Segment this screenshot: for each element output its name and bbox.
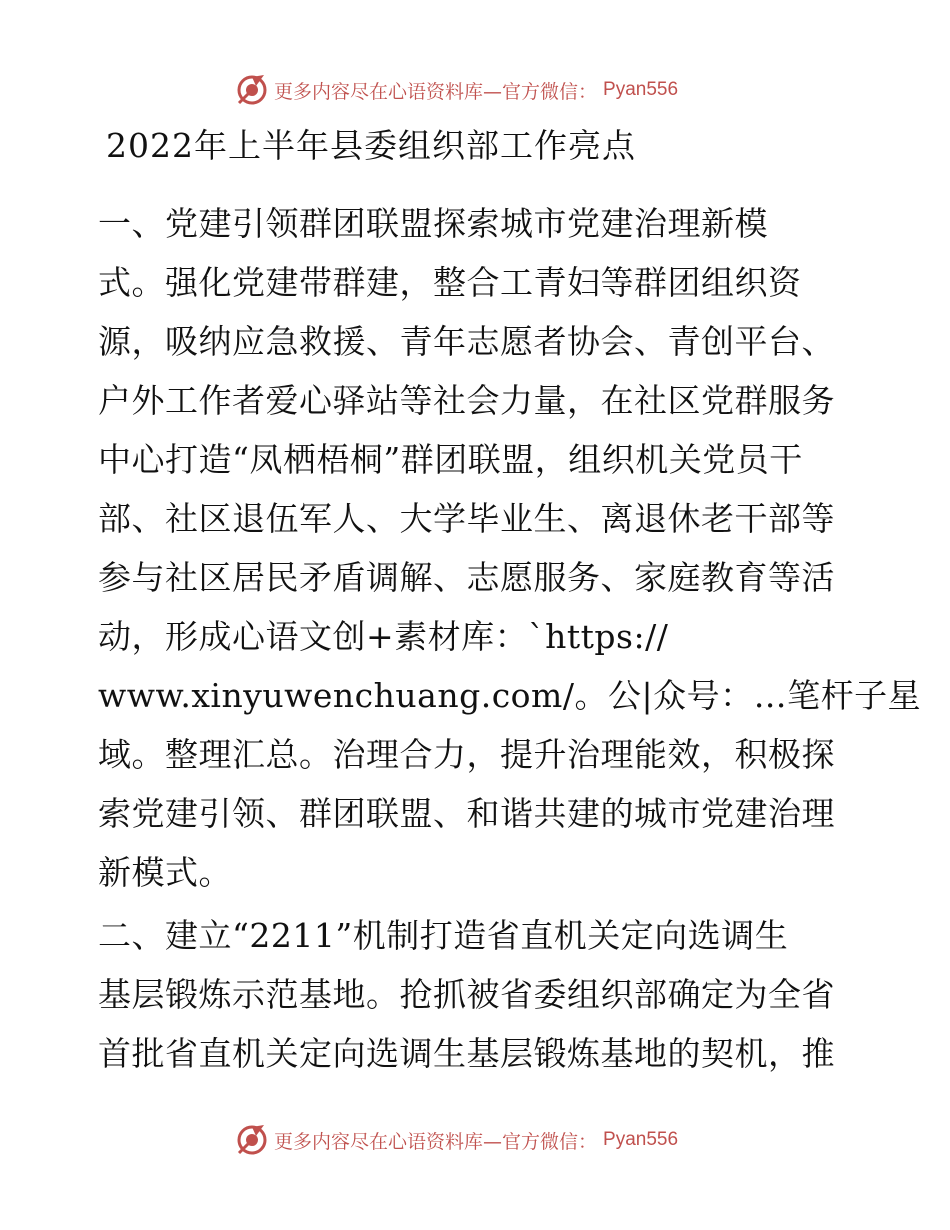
quill-logo-icon <box>236 1124 268 1156</box>
banner-wechat-id: Pyan556 <box>603 79 679 100</box>
paragraph-line: 一、党建引领群团联盟探索城市党建治理新模 <box>98 204 768 243</box>
paragraph-1 <box>98 194 922 902</box>
paragraph-line: 参与社区居民矛盾调解、志愿服务、家庭教育等活 <box>98 558 835 597</box>
paragraph-line: 户外工作者爱心驿站等社会力量，在社区党群服务 <box>98 381 835 420</box>
paragraph-line: 式。强化党建带群建，整合工青妇等群团组织资 <box>98 263 802 302</box>
paragraph-line: 二、建立“2211”机制打造省直机关定向选调生 <box>98 916 789 955</box>
paragraph-line: 基层锻炼示范基地。抢抓被省委组织部确定为全省 <box>98 975 835 1014</box>
paragraph-line: 动，形成心语文创+素材库：`https:// <box>98 617 669 656</box>
paragraph-line: 索党建引领、群团联盟、和谐共建的城市党建治理 <box>98 794 835 833</box>
footer-watermark-banner <box>236 1122 678 1158</box>
banner-site-text: 更多内容尽在心语资料库—官方微信： <box>274 80 598 103</box>
paragraph-line: 部、社区退伍军人、大学毕业生、离退休老干部等 <box>98 499 835 538</box>
document-title: 2022年上半年县委组织部工作亮点 <box>106 126 636 165</box>
paragraph-line: 新模式。 <box>98 853 232 892</box>
paragraph-line: www.xinyuwenchuang.com/。公|众号：…笔杆子星 <box>98 676 922 715</box>
quill-logo-icon <box>236 74 268 106</box>
paragraph-2 <box>98 906 858 1083</box>
banner-site-text: 更多内容尽在心语资料库—官方微信： <box>274 1130 598 1153</box>
paragraph-line: 中心打造“凤栖梧桐”群团联盟，组织机关党员干 <box>98 440 803 479</box>
paragraph-line: 域。整理汇总。治理合力，提升治理能效，积极探 <box>98 735 835 774</box>
paragraph-line: 源，吸纳应急救援、青年志愿者协会、青创平台、 <box>98 322 835 361</box>
banner-wechat-id: Pyan556 <box>603 1129 679 1150</box>
header-watermark-banner <box>236 72 678 108</box>
paragraph-line: 首批省直机关定向选调生基层锻炼基地的契机，推 <box>98 1034 835 1073</box>
